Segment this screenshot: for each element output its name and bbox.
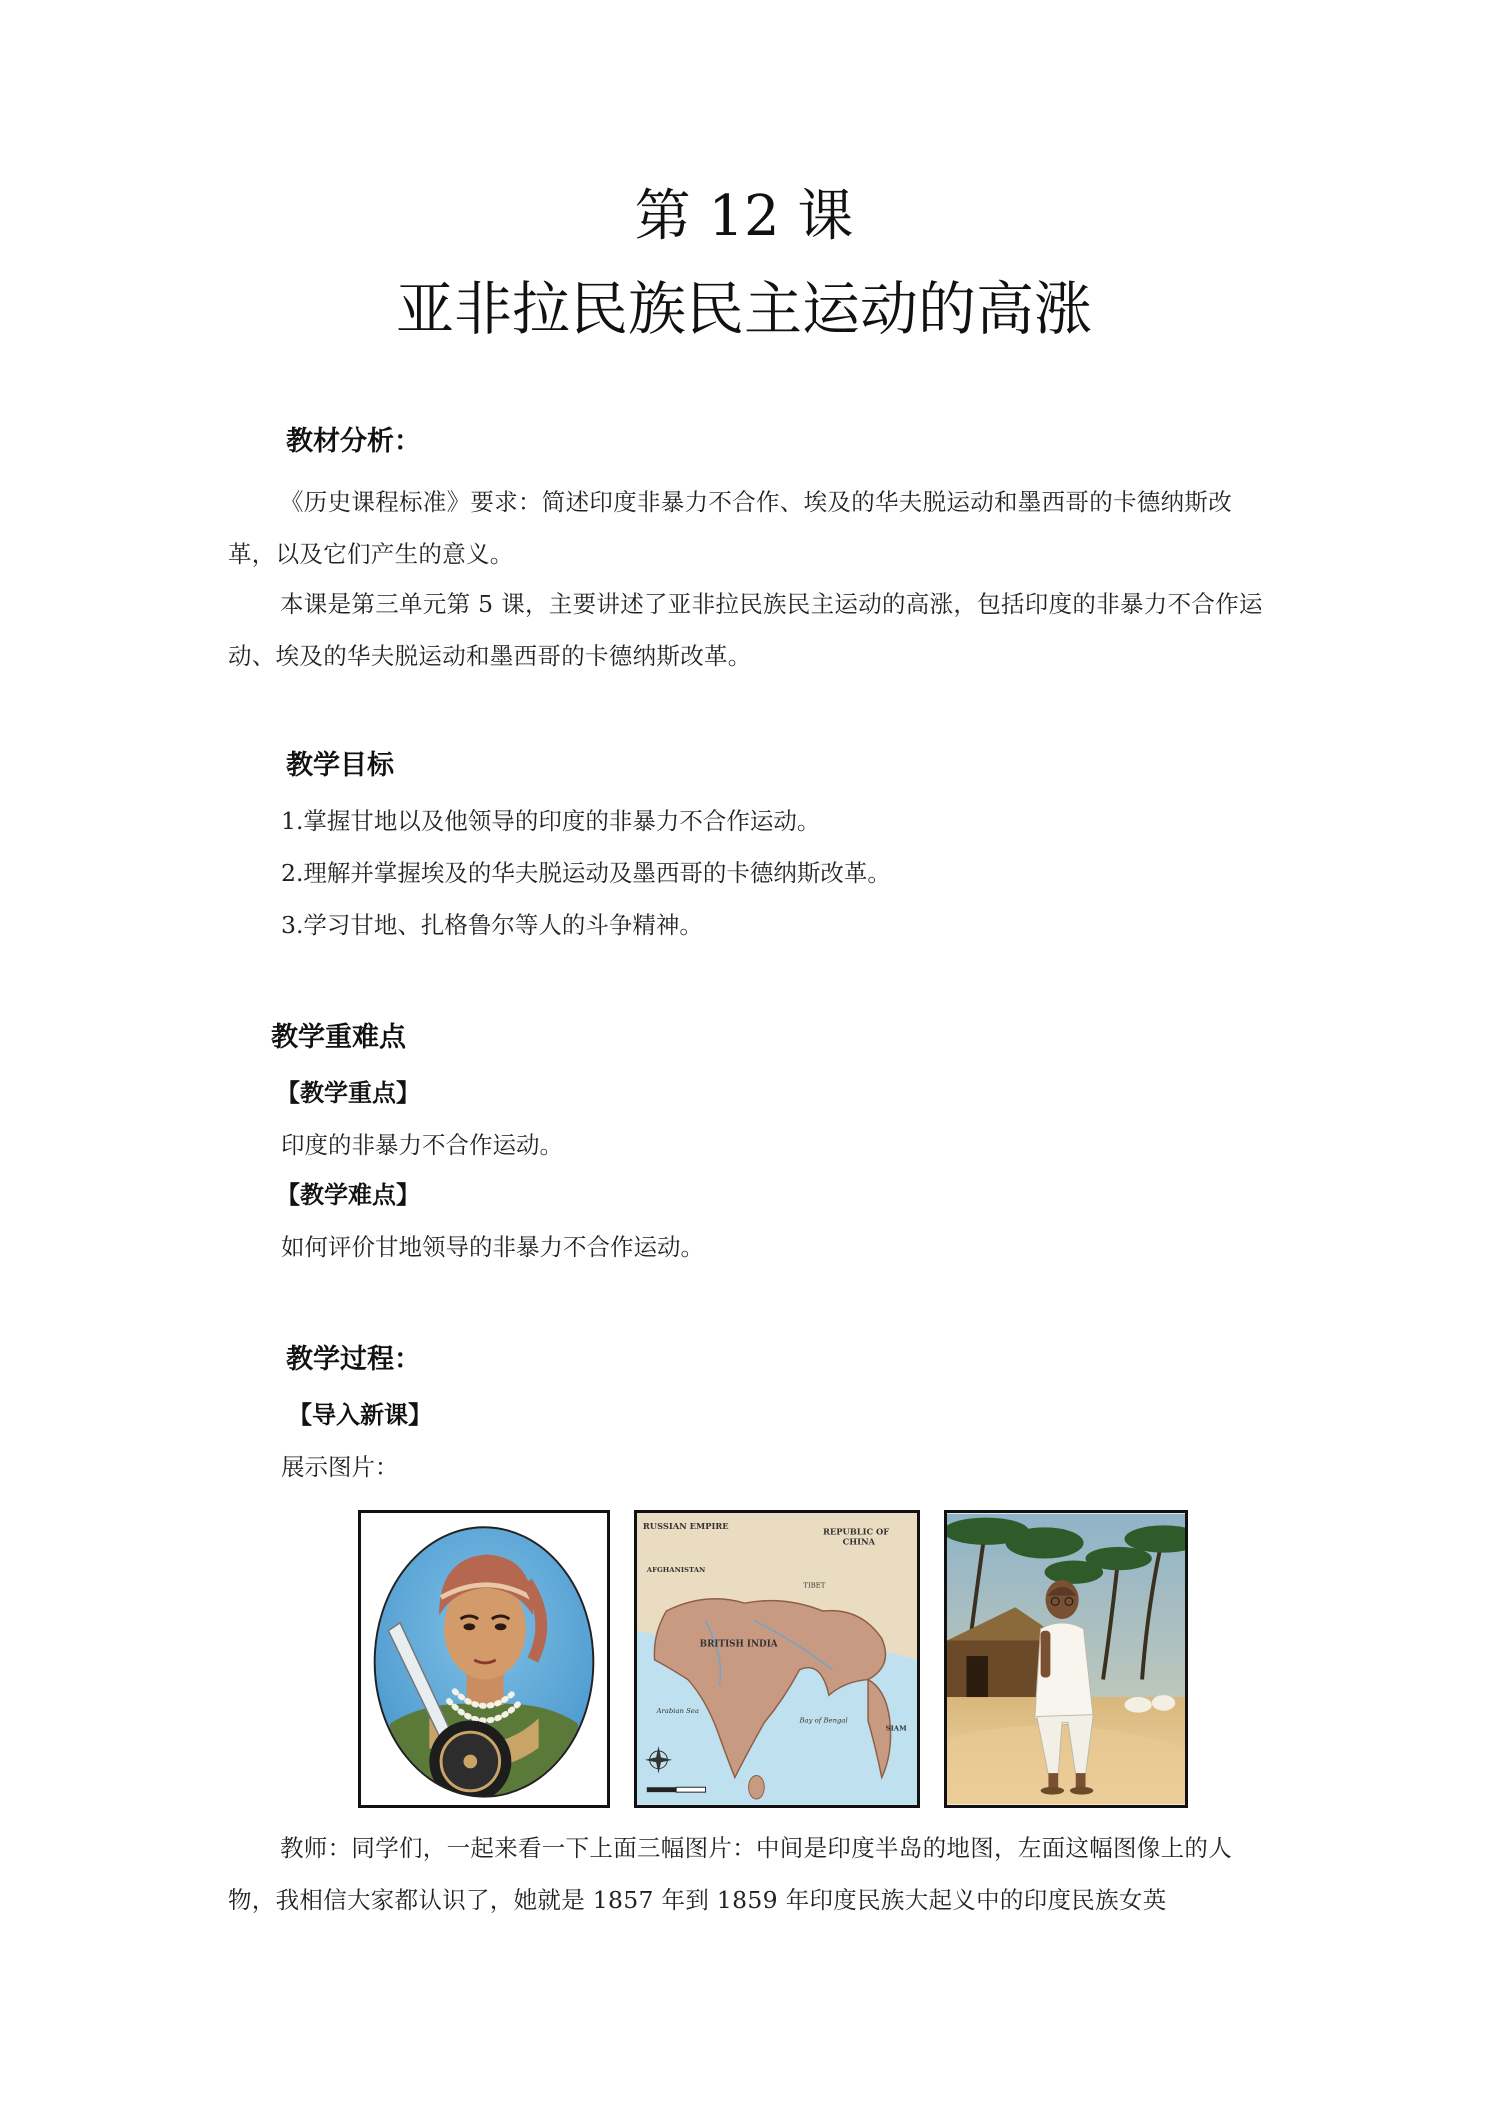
heroine-portrait-drawing <box>361 1513 607 1805</box>
goals-heading: 教学目标 <box>286 750 394 781</box>
map-label-siam: SIAM <box>885 1724 907 1733</box>
map-label-afghanistan: AFGHANISTAN <box>646 1565 706 1574</box>
focus-text: 印度的非暴力不合作运动。 <box>281 1131 563 1159</box>
intro-label: 【导入新课】 <box>288 1401 432 1429</box>
map-label-china-line2: CHINA <box>842 1536 876 1547</box>
difficulty-text: 如何评价甘地领导的非暴力不合作运动。 <box>281 1233 704 1261</box>
analysis-heading: 教材分析： <box>286 426 421 457</box>
map-label-tibet: TIBET <box>803 1581 826 1590</box>
gandhi-painting-image <box>944 1510 1188 1808</box>
goal-item-1: 1.掌握甘地以及他领导的印度的非暴力不合作运动。 <box>281 807 821 835</box>
key-points-heading: 教学重难点 <box>271 1022 406 1053</box>
lesson-title: 亚非拉民族民主运动的高涨 <box>395 275 1092 343</box>
analysis-paragraph-1: 《历史课程标准》要求：简述印度非暴力不合作、埃及的华夫脱运动和墨西哥的卡德纳斯改革，以及它们产生的意义。 <box>228 488 1232 568</box>
heroine-portrait-image <box>358 1510 610 1808</box>
map-label-russian-empire: RUSSIAN EMPIRE <box>642 1520 729 1531</box>
map-label-china-line1: REPUBLIC OF <box>823 1526 890 1537</box>
show-text: 展示图片： <box>281 1453 399 1481</box>
teacher-paragraph: 教师：同学们，一起来看一下上面三幅图片：中间是印度半岛的地图，左面这幅图像上的人物，我相信大家都认识了，她就是 1857 年到 1859 年印度民族大起义中的印度民族女英 <box>228 1834 1232 1914</box>
analysis-paragraph-2: 本课是第三单元第 5 课，主要讲述了亚非拉民族民主运动的高涨，包括印度的非暴力不合作运动、埃及的华夫脱运动和墨西哥的卡德纳斯改革。 <box>228 590 1263 670</box>
gandhi-painting-drawing <box>947 1513 1185 1805</box>
goal-item-3: 3.学习甘地、扎格鲁尔等人的斗争精神。 <box>281 911 703 939</box>
difficulty-label: 【教学难点】 <box>276 1181 420 1209</box>
process-heading: 教学过程： <box>286 1344 421 1375</box>
map-label-bay-of-bengal: Bay of Bengal <box>799 1716 848 1725</box>
goal-item-2: 2.理解并掌握埃及的华夫脱运动及墨西哥的卡德纳斯改革。 <box>281 859 891 887</box>
british-india-map-drawing <box>637 1513 917 1805</box>
focus-label: 【教学重点】 <box>276 1079 420 1107</box>
map-label-british-india: BRITISH INDIA <box>699 1639 778 1650</box>
map-label-arabian-sea: Arabian Sea <box>656 1706 699 1715</box>
lesson-number: 第 12 课 <box>634 184 854 249</box>
british-india-map-image <box>634 1510 920 1808</box>
